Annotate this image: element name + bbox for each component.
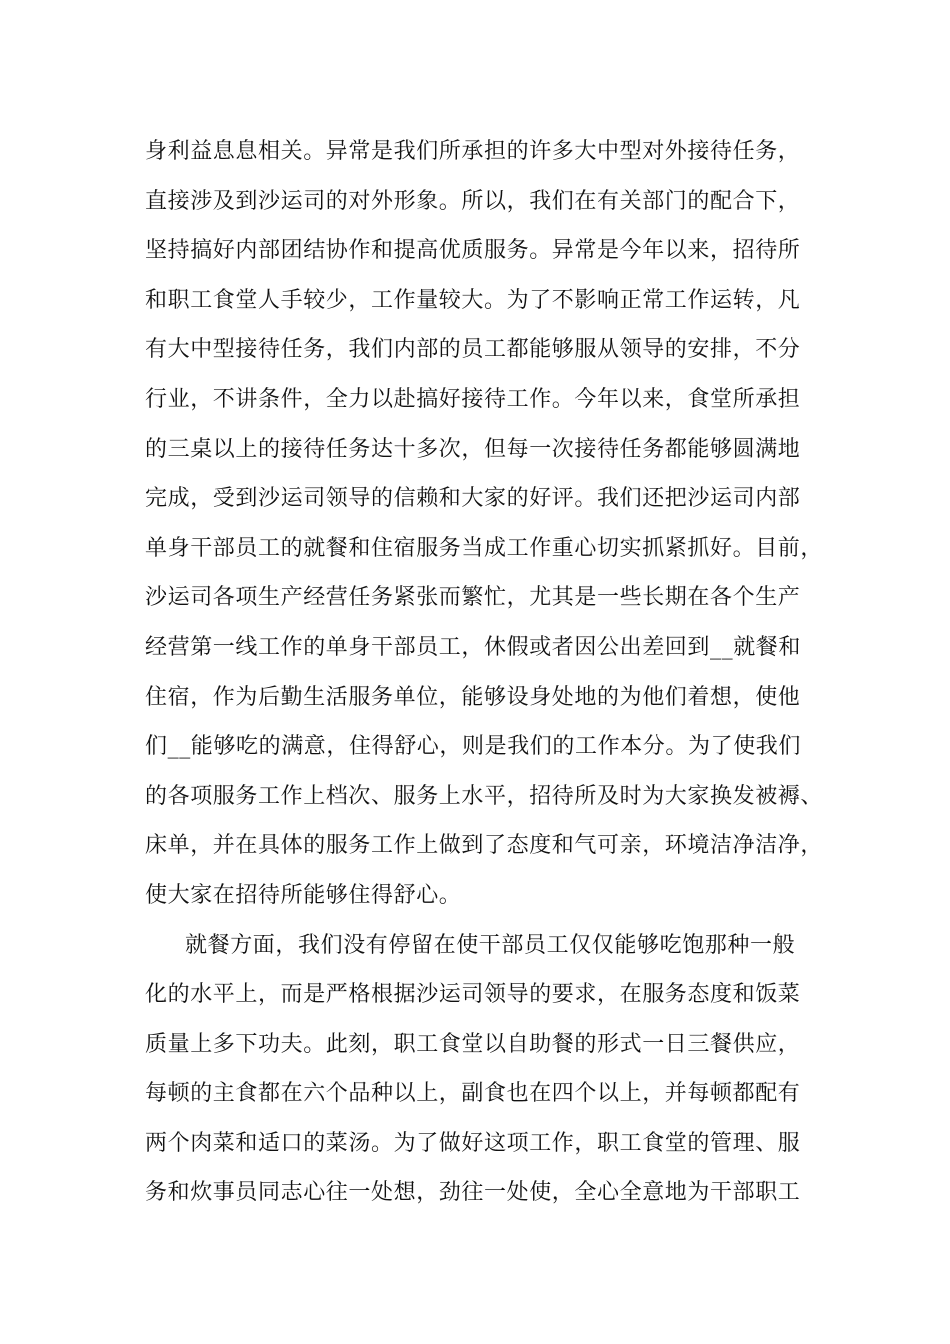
document-body	[145, 127, 845, 1218]
text-line: 床单，并在具体的服务工作上做到了态度和气可亲，环境洁净洁净，	[145, 833, 824, 859]
text-line: 质量上多下功夫。此刻，职工食堂以自助餐的形式一日三餐供应，	[145, 1031, 801, 1057]
text-line: 每顿的主食都在六个品种以上，副食也在四个以上，并每顿都配有	[145, 1081, 801, 1107]
text-line: 沙运司各项生产经营任务紧张而繁忙，尤其是一些长期在各个生产	[145, 585, 801, 611]
text-line: 行业，不讲条件，全力以赴搞好接待工作。今年以来，食堂所承担	[145, 386, 801, 412]
text-line: 使大家在招待所能够住得舒心。	[145, 882, 462, 908]
text-line: 经营第一线工作的单身干部员工，休假或者因公出差回到__就餐和	[145, 634, 802, 660]
text-line: 的各项服务工作上档次、服务上水平，招待所及时为大家换发被褥、	[145, 783, 824, 809]
text-line: 坚持搞好内部团结协作和提高优质服务。异常是今年以来，招待所	[145, 238, 801, 264]
text-line: 和职工食堂人手较少，工作量较大。为了不影响正常工作运转，凡	[145, 287, 801, 313]
text-line: 务和炊事员同志心往一处想，劲往一处使，全心全意地为干部职工	[145, 1180, 801, 1206]
text-line: 身利益息息相关。异常是我们所承担的许多大中型对外接待任务，	[145, 139, 801, 164]
text-line: 完成，受到沙运司领导的信赖和大家的好评。我们还把沙运司内部	[145, 486, 801, 512]
text-line: 两个肉菜和适口的菜汤。为了做好这项工作，职工食堂的管理、服	[145, 1130, 801, 1156]
text-line: 的三桌以上的接待任务达十多次，但每一次接待任务都能够圆满地	[145, 436, 801, 462]
text-line: 有大中型接待任务，我们内部的员工都能够服从领导的安排，不分	[145, 337, 801, 363]
paragraph-start-line: 就餐方面，我们没有停留在使干部员工仅仅能够吃饱那种一般	[185, 932, 796, 958]
text-line: 单身干部员工的就餐和住宿服务当成工作重心切实抓紧抓好。目前，	[145, 535, 824, 561]
text-line: 们__能够吃的满意，住得舒心，则是我们的工作本分。为了使我们	[145, 734, 802, 760]
text-line: 化的水平上，而是严格根据沙运司领导的要求，在服务态度和饭菜	[145, 982, 801, 1008]
text-line: 住宿，作为后勤生活服务单位，能够设身处地的为他们着想，使他	[145, 684, 801, 710]
text-line: 直接涉及到沙运司的对外形象。所以，我们在有关部门的配合下，	[145, 188, 801, 214]
